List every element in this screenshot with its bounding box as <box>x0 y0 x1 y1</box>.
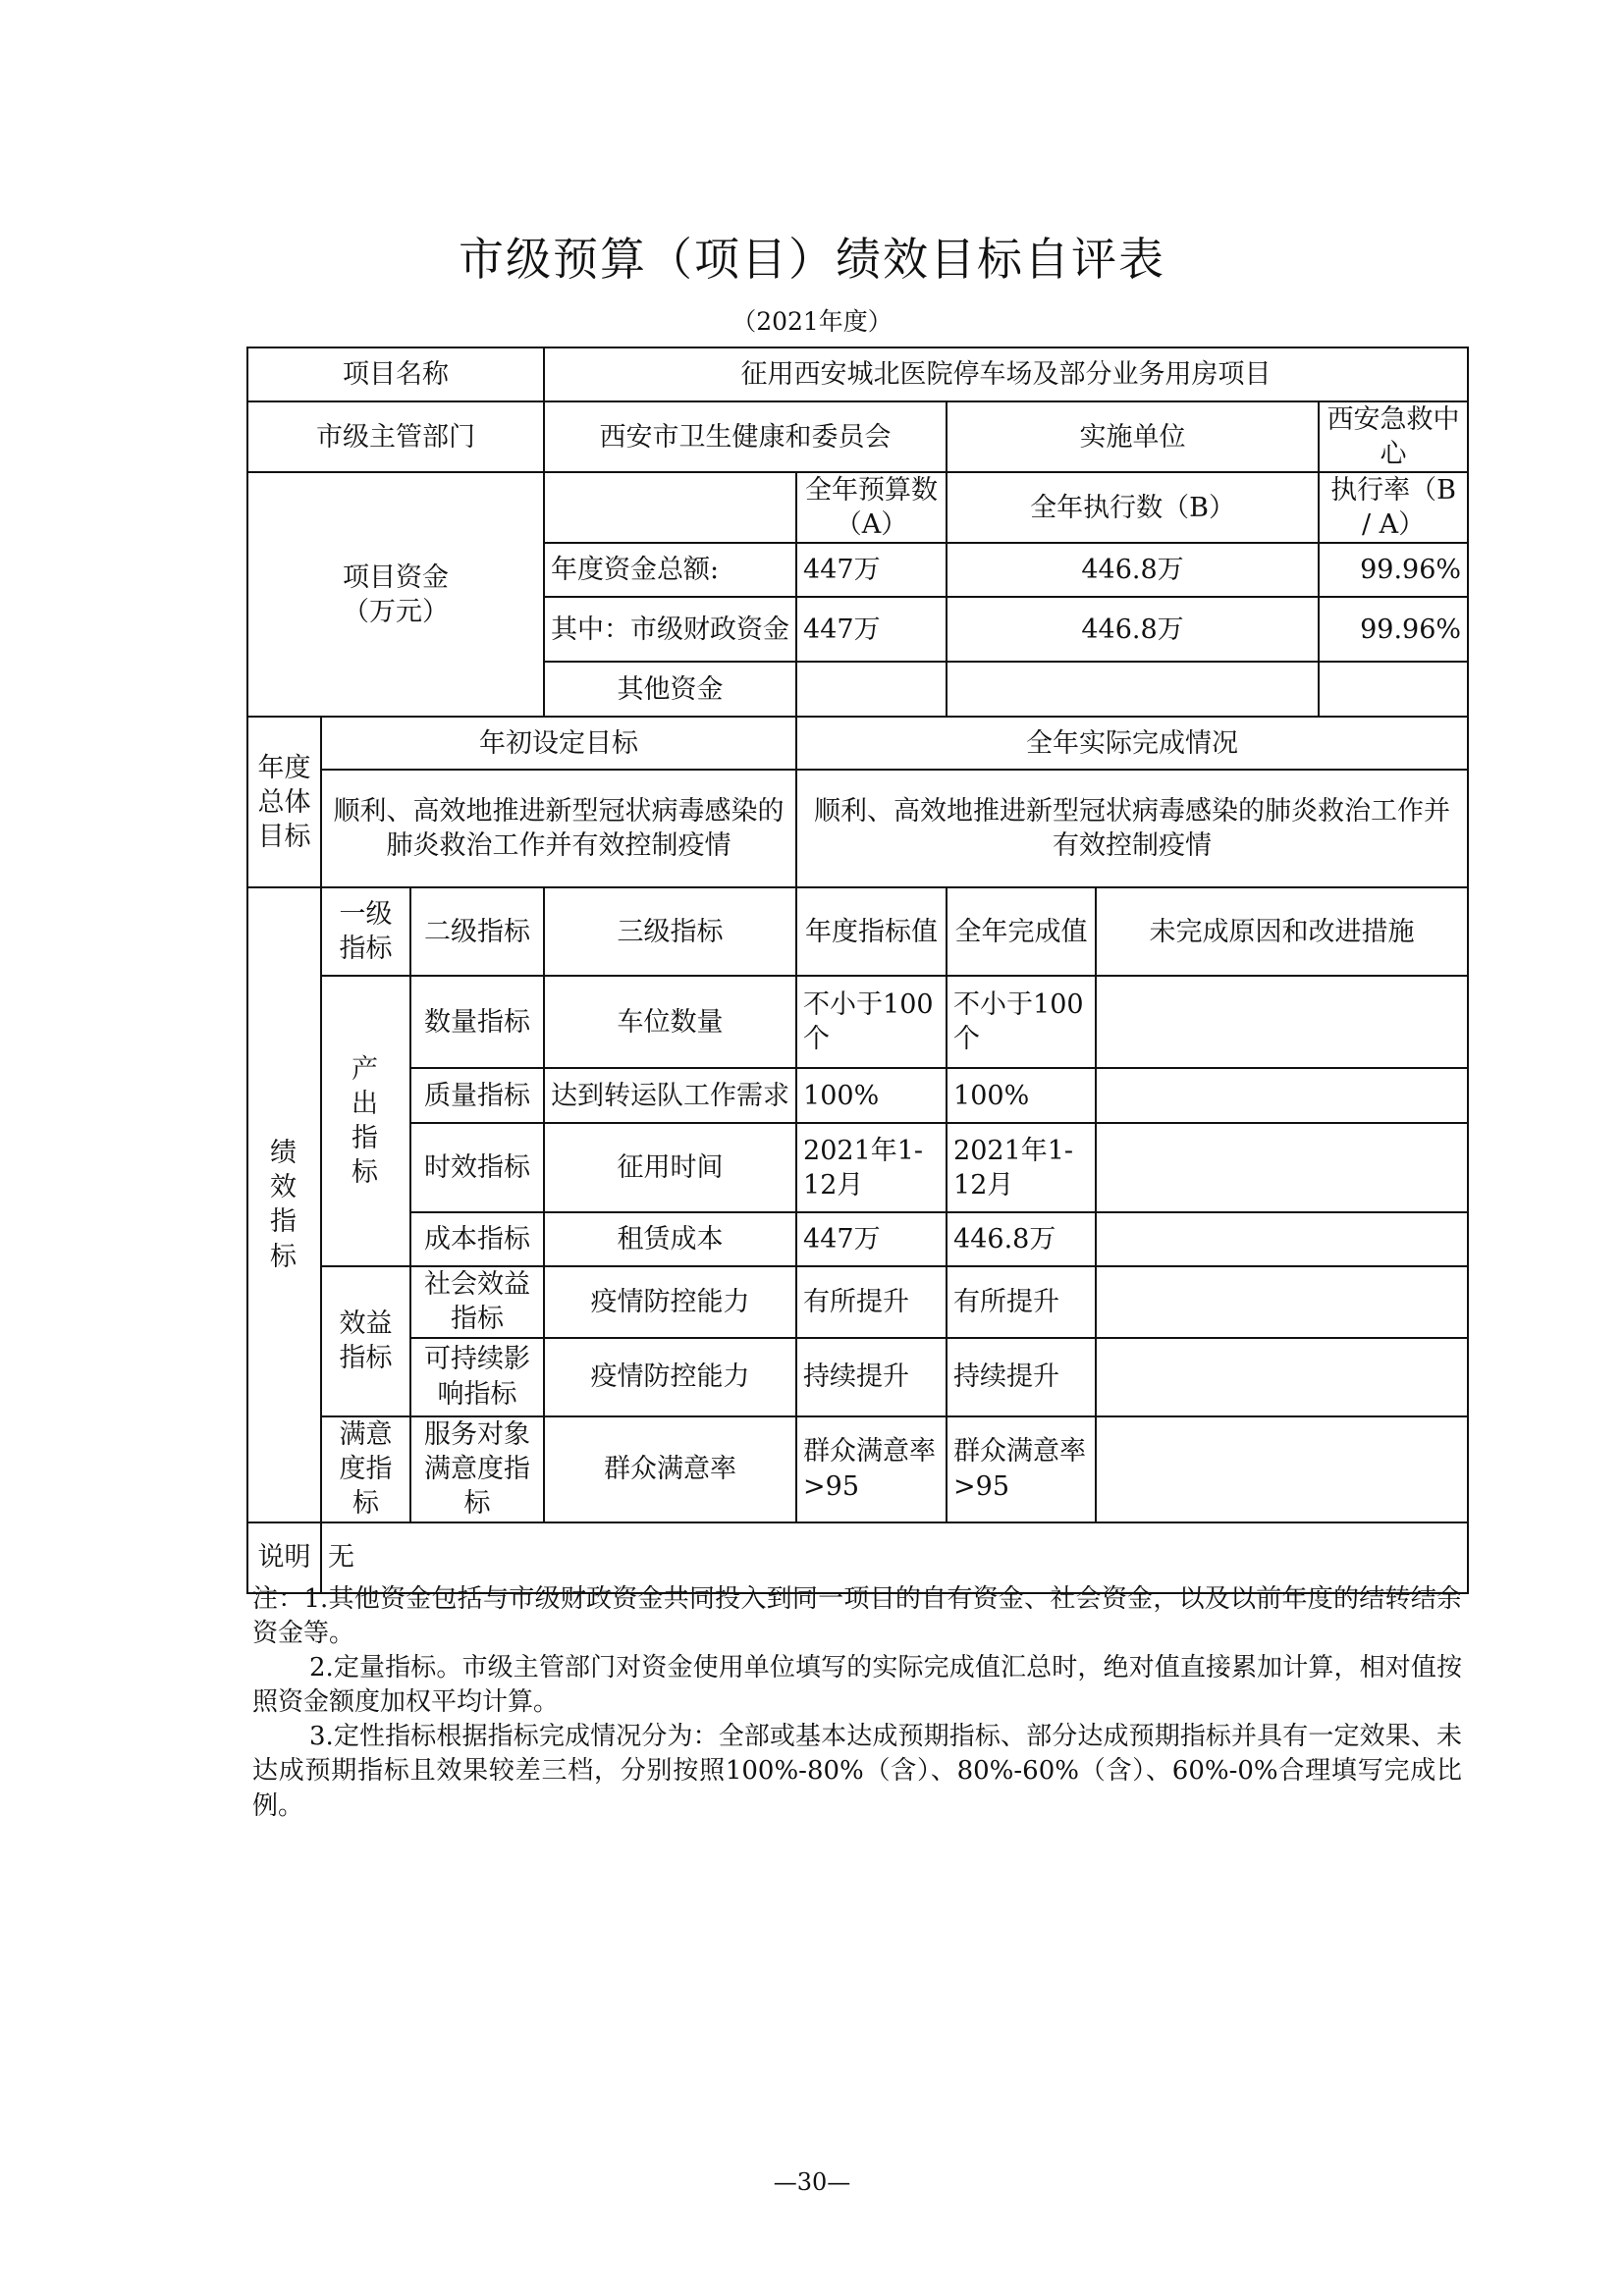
level3-header: 三级指标 <box>544 887 796 976</box>
funds-label: 项目资金 （万元） <box>247 472 544 717</box>
level1-header: 一级指标 <box>321 887 410 976</box>
other-funds-a <box>796 662 947 717</box>
dept-value: 西安市卫生健康和委员会 <box>544 401 947 472</box>
target-value-cell: 持续提升 <box>796 1338 947 1416</box>
satisfaction-indicator-label: 满意度指标 <box>321 1416 410 1522</box>
exec-b-header: 全年执行数（B） <box>947 472 1319 543</box>
reason-cell <box>1096 1266 1468 1337</box>
note-value: 无 <box>321 1522 1468 1593</box>
target-value-cell: 100% <box>796 1068 947 1123</box>
annual-total-b: 446.8万 <box>947 543 1319 597</box>
actual-status-text: 顺利、高效地推进新型冠状病毒感染的肺炎救治工作并有效控制疫情 <box>796 770 1468 887</box>
level3-cell: 群众满意率 <box>544 1416 796 1522</box>
rate-header: 执行率（B / A） <box>1319 472 1468 543</box>
reason-cell <box>1096 1212 1468 1266</box>
footnote-item: 2.定量指标。市级主管部门对资金使用单位填写的实际完成值汇总时，绝对值直接累加计算，相对值按照资金额度加权平均计算。 <box>252 1653 1462 1718</box>
city-funds-label: 其中：市级财政资金 <box>544 597 796 662</box>
project-name-value: 征用西安城北医院停车场及部分业务用房项目 <box>544 347 1468 401</box>
footnote-item: 3.定性指标根据指标完成情况分为：全部或基本达成预期指标、部分达成预期指标并具有一定效果、未达成预期指标且效果较差三档，分别按照100%-80%（含）、80%-60%（含）、60%-0%合理填写完成比例。 <box>252 1722 1462 1821</box>
annual-value-header: 年度指标值 <box>796 887 947 976</box>
target-value-cell: 2021年1-12月 <box>796 1123 947 1212</box>
other-funds-rate <box>1319 662 1468 717</box>
city-funds-b: 446.8万 <box>947 597 1319 662</box>
level2-header: 二级指标 <box>410 887 544 976</box>
city-funds-a: 447万 <box>796 597 947 662</box>
actual-value-cell: 不小于100个 <box>947 976 1096 1068</box>
project-name-label: 项目名称 <box>247 347 544 401</box>
footnote-item: 注：1.其他资金包括与市级财政资金共同投入到同一项目的自有资金、社会资金，以及以前年度的结转结余资金等。 <box>252 1584 1462 1649</box>
level2-cell: 质量指标 <box>410 1068 544 1123</box>
actual-value-cell: 446.8万 <box>947 1212 1096 1266</box>
level2-cell: 数量指标 <box>410 976 544 1068</box>
reason-cell <box>1096 1123 1468 1212</box>
level3-cell: 疫情防控能力 <box>544 1338 796 1416</box>
evaluation-table <box>246 347 1469 1594</box>
reason-cell <box>1096 1338 1468 1416</box>
impl-unit-label: 实施单位 <box>947 401 1319 472</box>
level2-cell: 时效指标 <box>410 1123 544 1212</box>
actual-value-cell: 2021年1-12月 <box>947 1123 1096 1212</box>
actual-status-header: 全年实际完成情况 <box>796 717 1468 770</box>
annual-total-label: 年度资金总额: <box>544 543 796 597</box>
dept-label: 市级主管部门 <box>247 401 544 472</box>
note-label: 说明 <box>247 1522 321 1593</box>
impl-unit-value: 西安急救中心 <box>1319 401 1468 472</box>
actual-value-cell: 群众满意率>95 <box>947 1416 1096 1522</box>
target-value-cell: 447万 <box>796 1212 947 1266</box>
initial-goal-header: 年初设定目标 <box>321 717 796 770</box>
initial-goal-text: 顺利、高效地推进新型冠状病毒感染的肺炎救治工作并有效控制疫情 <box>321 770 796 887</box>
blank-header-cell <box>544 472 796 543</box>
footnotes <box>252 1582 1462 1824</box>
level3-cell: 租赁成本 <box>544 1212 796 1266</box>
city-funds-rate: 99.96% <box>1319 597 1468 662</box>
actual-value-cell: 100% <box>947 1068 1096 1123</box>
annual-total-rate: 99.96% <box>1319 543 1468 597</box>
actual-value-cell: 有所提升 <box>947 1266 1096 1337</box>
actual-value-header: 全年完成值 <box>947 887 1096 976</box>
level3-cell: 达到转运队工作需求 <box>544 1068 796 1123</box>
page-number: —30— <box>773 2168 851 2196</box>
level2-cell: 服务对象满意度指标 <box>410 1416 544 1522</box>
other-funds-label: 其他资金 <box>544 662 796 717</box>
perf-indicator-label: 绩效指标 <box>247 887 321 1522</box>
overall-goal-label: 年度总体目标 <box>247 717 321 887</box>
annual-total-a: 447万 <box>796 543 947 597</box>
level2-cell: 成本指标 <box>410 1212 544 1266</box>
level2-cell: 可持续影响指标 <box>410 1338 544 1416</box>
level3-cell: 车位数量 <box>544 976 796 1068</box>
reason-cell <box>1096 1416 1468 1522</box>
reason-header: 未完成原因和改进措施 <box>1096 887 1468 976</box>
target-value-cell: 不小于100个 <box>796 976 947 1068</box>
year-subtitle: （2021年度） <box>731 307 893 336</box>
level3-cell: 征用时间 <box>544 1123 796 1212</box>
reason-cell <box>1096 976 1468 1068</box>
other-funds-b <box>947 662 1319 717</box>
level2-cell: 社会效益指标 <box>410 1266 544 1337</box>
reason-cell <box>1096 1068 1468 1123</box>
actual-value-cell: 持续提升 <box>947 1338 1096 1416</box>
output-indicator-label: 产出指标 <box>321 976 410 1266</box>
target-value-cell: 有所提升 <box>796 1266 947 1337</box>
level3-cell: 疫情防控能力 <box>544 1266 796 1337</box>
target-value-cell: 群众满意率>95 <box>796 1416 947 1522</box>
page-title: 市级预算（项目）绩效目标自评表 <box>459 233 1165 286</box>
benefit-indicator-label: 效益指标 <box>321 1266 410 1415</box>
budget-a-header: 全年预算数（A） <box>796 472 947 543</box>
